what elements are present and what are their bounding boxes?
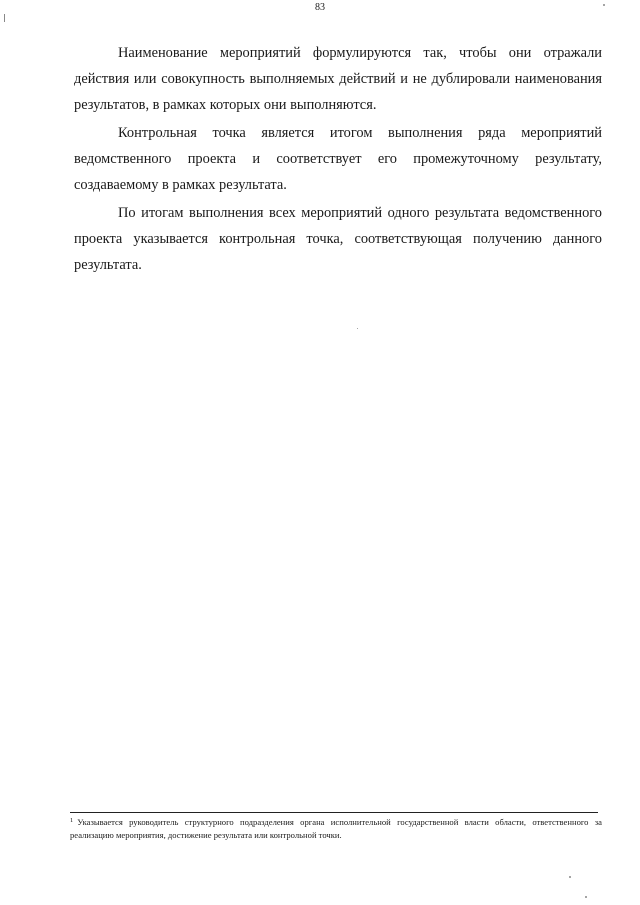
scan-speck bbox=[357, 328, 358, 329]
footnote-text: Указывается руководитель структурного подразделения органа исполнительной государственной власти области, ответственного за реализацию мероприятия, достижение результата или контрольной точки. bbox=[70, 817, 602, 840]
footnote-divider bbox=[70, 812, 598, 813]
body-text bbox=[74, 40, 602, 280]
scan-speck bbox=[569, 876, 571, 878]
paragraph-1: Наименование мероприятий формулируются так, чтобы они отражали действия или совокупность выполняемых действий и не дублировали наименования результатов, в рамках которых они выполняются. bbox=[74, 45, 602, 113]
scan-speck bbox=[585, 896, 587, 898]
footnote bbox=[70, 815, 602, 841]
paragraph-3: По итогам выполнения всех мероприятий одного результата ведомственного проекта указывается контрольная точка, соответствующая получению данного результата. bbox=[74, 205, 602, 273]
footnote-marker: 1 bbox=[70, 817, 74, 824]
scan-speck bbox=[4, 14, 5, 22]
page-number: 83 bbox=[315, 2, 325, 13]
paragraph-2: Контрольная точка является итогом выполнения ряда мероприятий ведомственного проекта и соответствует его промежуточному результату, создаваемому в рамках результата. bbox=[74, 125, 602, 193]
scan-speck bbox=[603, 4, 605, 6]
